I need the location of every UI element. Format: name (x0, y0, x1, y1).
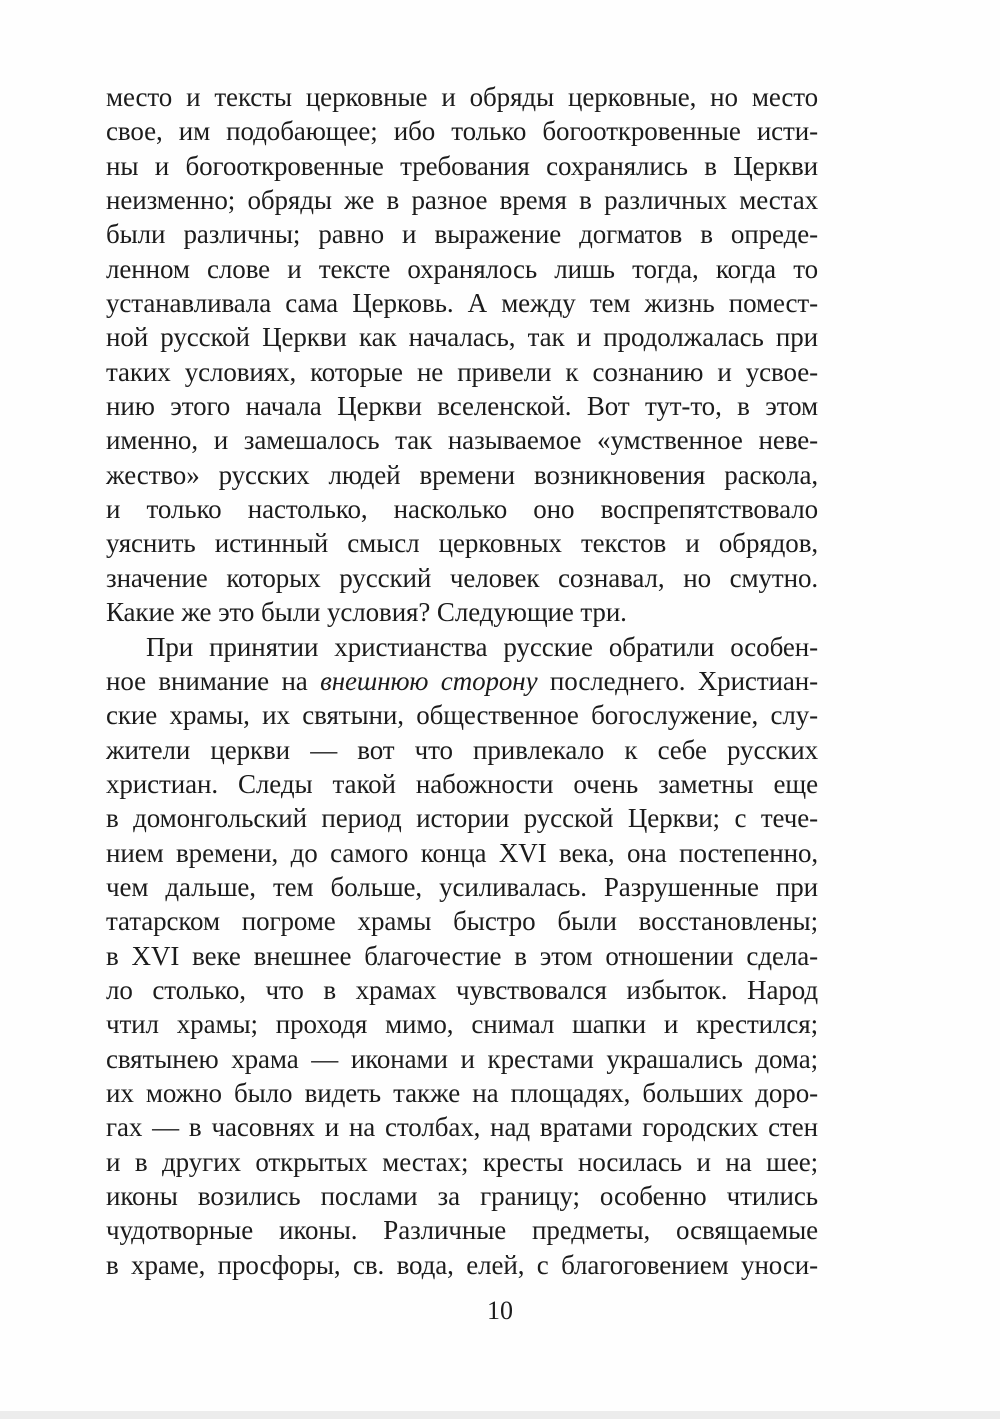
text-line: и только настолько, насколько оно воспрепятствовало (106, 494, 818, 525)
text-line: нию этого начала Церкви вселенской. Вот тут-то, в этом (106, 391, 818, 422)
text-line: ленном слове и тексте охранялось лишь тогда, когда то (106, 253, 818, 284)
text-line: уяснить истинный смысл церковных текстов и обрядов, (106, 528, 818, 559)
text-line: нием времени, до самого конца XVI века, она постепенно, (106, 837, 818, 868)
text-line: чем дальше, тем больше, усиливалась. Разрушенные при (106, 871, 818, 902)
text-line: в XVI веке внешнее благочестие в этом отношении сдела- (106, 940, 818, 971)
text-line-with-emphasis (106, 664, 818, 698)
text-line: устанавливала сама Церковь. А между тем жизнь помест- (106, 288, 818, 319)
text-line: ной русской Церкви как началась, так и продолжалась при (106, 322, 818, 353)
page-bottom-edge (0, 1411, 1000, 1419)
text-line: в храме, просфоры, св. вода, елей, с благоговением уноси- (106, 1249, 818, 1280)
page-number: 10 (487, 1296, 513, 1325)
text-line: таких условиях, которые не привели к сознанию и усвое- (106, 356, 818, 387)
text-line: чудотворные иконы. Различные предметы, освящаемые (106, 1215, 818, 1246)
text-run: последнего. Христиан- (549, 665, 818, 696)
text-line: были различны; равно и выражение догматов в опреде- (106, 219, 818, 250)
text-line: иконы возились послами за границу; особенно чтились (106, 1181, 818, 1211)
text-line: место и тексты церковные и обряды церковные, но место (106, 82, 818, 112)
text-line: чтил храмы; проходя мимо, снимал шапки и крестился; (106, 1009, 818, 1040)
text-line: христиан. Следы такой набожности очень заметны еще (106, 768, 818, 799)
text-line: их можно было видеть также на площадях, больших доро- (106, 1077, 818, 1108)
paragraph-first-line: При принятии христианства русские обратили особен- (146, 631, 818, 662)
text-line: ло столько, что в храмах чувствовался избыток. Народ (106, 974, 818, 1005)
text-line: святынею храма — иконами и крестами украшались дома; (106, 1043, 818, 1074)
emphasis-text: внешнюю сторону (320, 665, 538, 696)
text-line: Какие же это были условия? Следующие три. (106, 597, 627, 628)
text-line: неизменно; обряды же в разное время в различных местах (106, 185, 818, 216)
text-line: гах — в часовнях и на столбах, над вратами городских стен (106, 1112, 818, 1143)
text-line: и в других открытых местах; кресты носилась и на шее; (106, 1146, 818, 1177)
text-line: ские храмы, их святыни, общественное богослужение, слу- (106, 700, 818, 731)
text-line: жество» русских людей времени возникновения раскола, (106, 459, 818, 490)
text-line: значение которых русский человек сознавал, но смутно. (106, 562, 818, 593)
body-text (106, 80, 818, 1282)
text-line: ны и богооткровенные требования сохранялись в Церкви (106, 150, 818, 181)
text-line: в домонгольский период истории русской Церкви; с тече- (106, 803, 818, 834)
text-line: именно, и замешалось так называемое «умственное неве- (106, 425, 818, 456)
text-line: жители церкви — вот что привлекало к себе русских (106, 734, 818, 765)
text-run: ное внимание на (106, 665, 308, 696)
text-line: свое, им подобающее; ибо только богооткровенные исти- (106, 116, 818, 147)
text-line: татарском погроме храмы быстро были восстановлены; (106, 906, 818, 937)
